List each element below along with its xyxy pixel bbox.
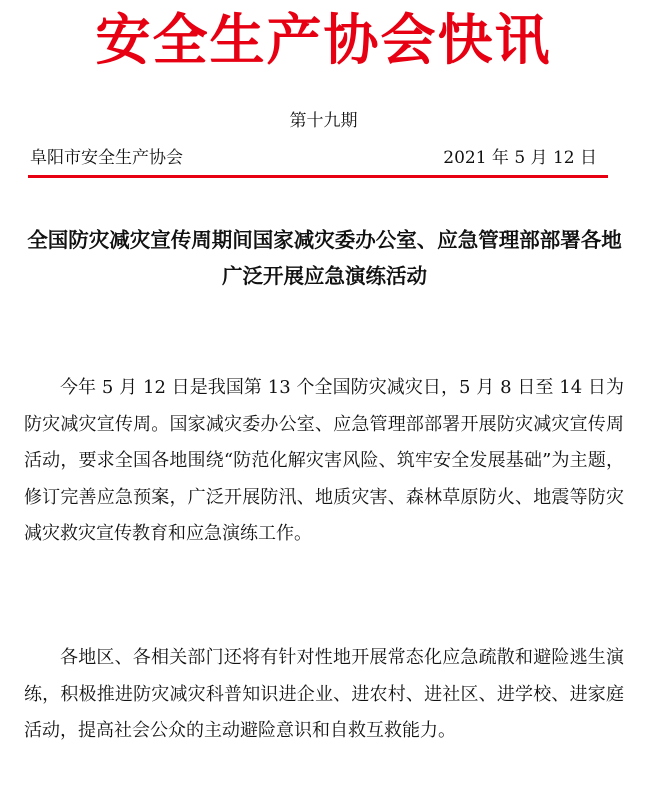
publisher-name: 阜阳市安全生产协会 xyxy=(30,148,183,168)
article-paragraph: 今年 5 月 12 日是我国第 13 个全国防灾减灾日，5 月 8 日至 14 日为防灾减灾宣传周。国家减灾委办公室、应急管理部部署开展防灾减灾宣传周活动，要求全国各地围绕“防范化解灾害风险、筑牢安全发展基础”为主题，修订完善应急预案，广泛开展防汛、地质灾害、森林草原防火、地震等防灾减灾救灾宣传教育和应急演练工作。 xyxy=(24,377,624,544)
newsletter-masthead: 安全生产协会快讯 xyxy=(95,7,552,72)
publish-date: 2021 年 5 月 12 日 xyxy=(443,148,597,168)
header-divider xyxy=(28,175,608,178)
article-title: 全国防灾减灾宣传周期间国家减灾委办公室、应急管理部部署各地广泛开展应急演练活动 xyxy=(27,228,622,288)
issue-number: 第十九期 xyxy=(289,111,358,131)
article-paragraph: 各地区、各相关部门还将有针对性地开展常态化应急疏散和避险逃生演练，积极推进防灾减灾科普知识进企业、进农村、进社区、进学校、进家庭活动，提高社会公众的主动避险意识和自救互救能力。 xyxy=(24,647,624,741)
